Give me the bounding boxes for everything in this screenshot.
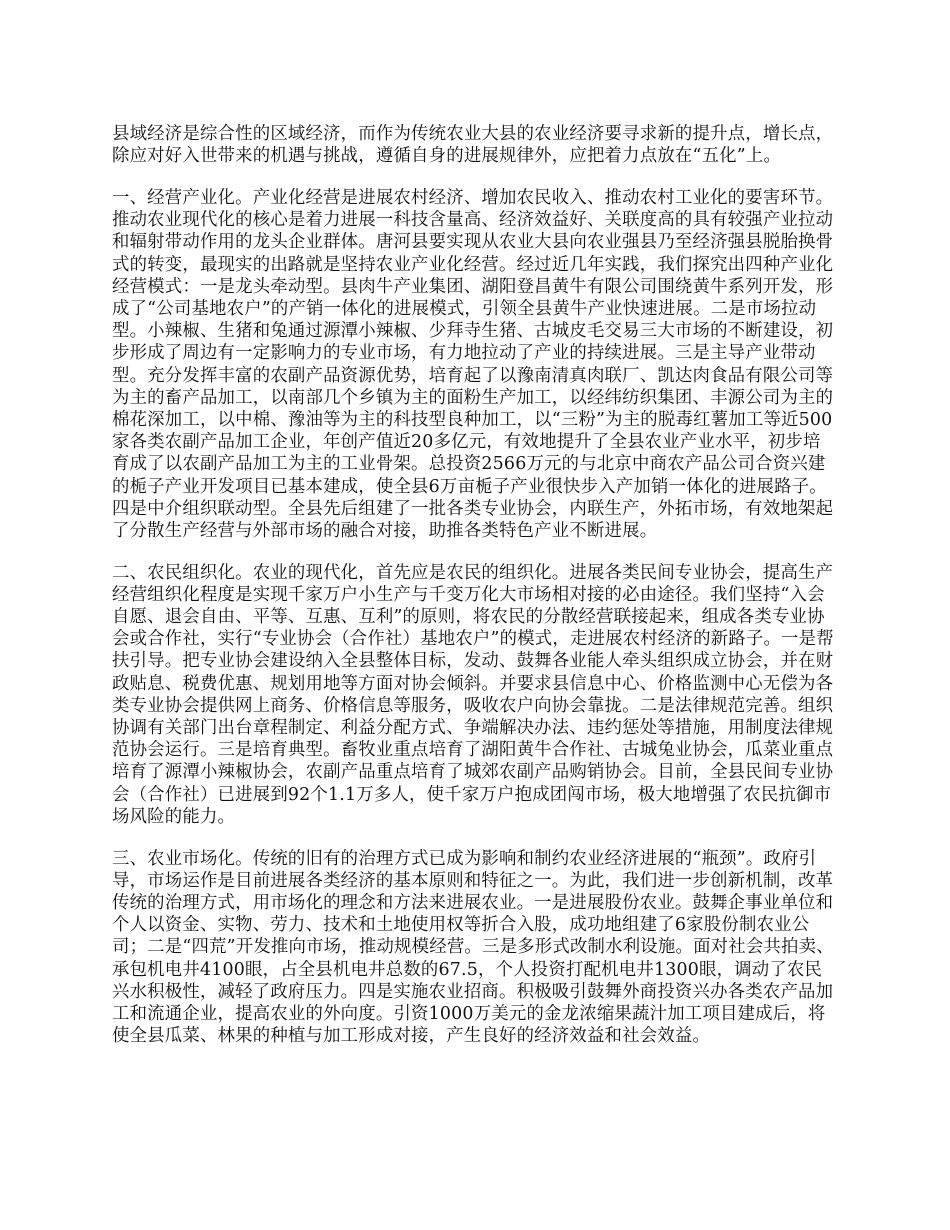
paragraph-farmer-organization: 二、农民组织化。农业的现代化，首先应是农民的组织化。进展各类民间专业协会，提高生产经营组织化程度是实现千家万户小生产与千变万化大市场相对接的必由途径。我们坚持“入会自愿、退会自由、平等、互惠、互利”的原则，将农民的分散经营联接起来，组成各类专业协会或合作社，实行“专业协会（合作社）基地农户”的模式，走进展农村经济的新路子。一是帮扶引导。把专业协会建设纳入全县整体目标，发动、鼓舞各业能人牵头组织成立协会，并在财政贴息、税费优惠、规划用地等方面对协会倾斜。并要求县信息中心、价格监测中心无偿为各类专业协会提供网上商务、价格信息等服务，吸收农户向协会靠拢。二是法律规范完善。组织协调有关部门出台章程制定、利益分配方式、争端解决办法、违约惩处等措施，用制度法律规范协会运行。三是培育典型。畜牧业重点培育了湖阳黄牛合作社、古城兔业协会，瓜菜业重点培育了源潭小辣椒协会，农副产品重点培育了城郊农副产品购销协会。目前，全县民间专业协会（合作社）已进展到92个1.1万多人，使千家万户抱成团闯市场，极大地增强了农民抗御市场风险的能力。: [112, 562, 834, 827]
paragraph-industrialization: 一、经营产业化。产业化经营是进展农村经济、增加农民收入、推动农村工业化的要害环节。推动农业现代化的核心是着力进展一科技含量高、经济效益好、关联度高的具有较强产业拉动和辐射带动作用的龙头企业群体。唐河县要实现从农业大县向农业强县乃至经济强县脱胎换骨式的转变，最现实的出路就是坚持农业产业化经营。经过近几年实践，我们探究出四种产业化经营模式：一是龙头牵动型。县肉牛产业集团、湖阳登昌黄牛有限公司围绕黄牛系列开发，形成了“公司基地农户”的产销一体化的进展模式，引领全县黄牛产业快速进展。二是市场拉动型。小辣椒、生猪和兔通过源潭小辣椒、少拜寺生猪、古城皮毛交易三大市场的不断建设，初步形成了周边有一定影响力的专业市场，有力地拉动了产业的持续进展。三是主导产业带动型。充分发挥丰富的农副产品资源优势，培育起了以豫南清真肉联厂、凯达肉食品有限公司等为主的畜产品加工，以南部几个乡镇为主的面粉生产加工，以经纬纺织集团、丰源公司为主的棉花深加工，以中棉、豫油等为主的科技型良种加工，以“三粉”为主的脱毒红薯加工等近500家各类农副产品加工企业，年创产值近20多亿元，有效地提升了全县农业产业水平，初步培育成了以农副产品加工为主的工业骨架。总投资2566万元的与北京中商农产品公司合资兴建的栀子产业开发项目已基本建成，使全县6万亩栀子产业很快步入产加销一体化的进展路子。四是中介组织联动型。全县先后组建了一批各类专业协会，内联生产，外拓市场，有效地架起了分散生产经营与外部市场的融合对接，助推各类特色产业不断进展。: [112, 187, 834, 541]
paragraph-marketization: 三、农业市场化。传统的旧有的治理方式已成为影响和制约农业经济进展的“瓶颈”。政府引导，市场运作是目前进展各类经济的基本原则和特征之一。为此，我们进一步创新机制，改革传统的治理方式，用市场化的理念和方法来进展农业。一是进展股份农业。鼓舞企事业单位和个人以资金、实物、劳力、技术和土地使用权等折合入股，成功地组建了6家股份制农业公司；二是“四荒”开发推向市场，推动规模经营。三是多形式改制水利设施。面对社会共拍卖、承包机电井4100眼，占全县机电井总数的67.5，个人投资打配机电井1300眼，调动了农民兴水积极性，减轻了政府压力。四是实施农业招商。积极吸引鼓舞外商投资兴办各类农产品加工和流通企业，提高农业的外向度。引资1000万美元的金龙浓缩果蔬汁加工项目建成后，将使全县瓜菜、林果的种植与加工形成对接，产生良好的经济效益和社会效益。: [112, 848, 834, 1047]
paragraph-intro: 县域经济是综合性的区域经济，而作为传统农业大县的农业经济要寻求新的提升点，增长点，除应对好入世带来的机遇与挑战，遵循自身的进展规律外，应把着力点放在“五化”上。: [112, 124, 834, 167]
document-body: [112, 123, 836, 1067]
